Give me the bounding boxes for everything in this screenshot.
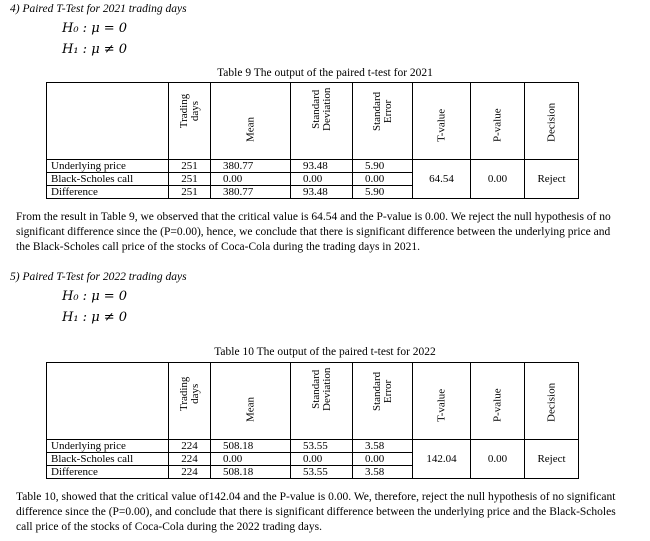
cell-se: 5.90 xyxy=(353,160,413,173)
table-row xyxy=(47,160,579,173)
paragraph-line: Table 10, showed that the critical value of142.04 and the P-value is 0.00. We, therefore, reject the null hypothesis of no significant xyxy=(16,491,616,503)
cell-decision: Reject xyxy=(525,160,579,199)
table-row xyxy=(47,440,579,453)
cell-sd: 93.48 xyxy=(291,160,353,173)
row-label: Black-Scholes call xyxy=(47,173,169,186)
paragraph-2022 xyxy=(16,490,636,535)
cell-mean: 508.18 xyxy=(211,440,291,453)
cell-se: 0.00 xyxy=(353,173,413,186)
paragraph-2021 xyxy=(16,210,636,255)
row-label: Black-Scholes call xyxy=(47,453,169,466)
header-p-value: P-value xyxy=(491,388,503,422)
cell-se: 5.90 xyxy=(353,186,413,199)
header-decision: Decision xyxy=(545,382,557,422)
cell-mean: 0.00 xyxy=(211,453,291,466)
header-std-error: Standard Error xyxy=(370,91,394,131)
cell-t-value: 64.54 xyxy=(413,160,471,199)
cell-sd: 53.55 xyxy=(291,466,353,479)
null-hypothesis-2022: H₀ : μ = 0 xyxy=(62,289,128,304)
cell-se: 3.58 xyxy=(353,466,413,479)
cell-mean: 380.77 xyxy=(211,160,291,173)
cell-decision: Reject xyxy=(525,440,579,479)
cell-sd: 93.48 xyxy=(291,186,353,199)
cell-days: 224 xyxy=(169,453,211,466)
cell-sd: 53.55 xyxy=(291,440,353,453)
cell-sd: 0.00 xyxy=(291,453,353,466)
cell-p-value: 0.00 xyxy=(471,160,525,199)
alt-hypothesis-2022: H₁ : μ ≠ 0 xyxy=(62,310,128,325)
header-std-dev: Standard Deviation xyxy=(309,87,333,131)
paragraph-line: difference since the (P=0.00), and conclude that there is significant difference between the underlying price and the Black-Scholes xyxy=(16,506,616,518)
cell-p-value: 0.00 xyxy=(471,440,525,479)
cell-se: 0.00 xyxy=(353,453,413,466)
table-header-row xyxy=(47,363,579,440)
cell-days: 224 xyxy=(169,466,211,479)
paragraph-line: call price of the stocks of Coca-Cola during the 2022 trading days. xyxy=(16,521,322,533)
table-10-caption: Table 10 The output of the paired t-test for 2022 xyxy=(214,346,436,358)
row-label: Difference xyxy=(47,186,169,199)
header-trading-days: Trading days xyxy=(177,376,201,411)
table-header-row xyxy=(47,83,579,160)
row-label: Underlying price xyxy=(47,440,169,453)
header-mean: Mean xyxy=(244,116,256,142)
table-9 xyxy=(46,82,579,199)
header-t-value: T-value xyxy=(435,108,447,142)
header-std-error: Standard Error xyxy=(370,371,394,411)
section-4-heading: 4) Paired T-Test for 2021 trading days xyxy=(10,3,187,15)
cell-mean: 380.77 xyxy=(211,186,291,199)
header-decision: Decision xyxy=(545,102,557,142)
alt-hypothesis-2021: H₁ : μ ≠ 0 xyxy=(62,42,128,57)
cell-t-value: 142.04 xyxy=(413,440,471,479)
cell-days: 251 xyxy=(169,173,211,186)
cell-days: 251 xyxy=(169,160,211,173)
paragraph-line: significant difference since the (P=0.00), hence, we conclude that there is significant difference between the underlying price and xyxy=(16,226,611,238)
paragraph-line: the Black-Scholes call price of the stocks of Coca-Cola during the trading days in 2021. xyxy=(16,241,420,253)
row-label: Difference xyxy=(47,466,169,479)
section-5-heading: 5) Paired T-Test for 2022 trading days xyxy=(10,271,187,283)
header-t-value: T-value xyxy=(435,388,447,422)
table-9-caption: Table 9 The output of the paired t-test for 2021 xyxy=(217,67,433,79)
header-p-value: P-value xyxy=(491,108,503,142)
cell-mean: 508.18 xyxy=(211,466,291,479)
cell-days: 224 xyxy=(169,440,211,453)
cell-se: 3.58 xyxy=(353,440,413,453)
row-label: Underlying price xyxy=(47,160,169,173)
cell-days: 251 xyxy=(169,186,211,199)
table-10 xyxy=(46,362,579,479)
paragraph-line: From the result in Table 9, we observed that the critical value is 64.54 and the P-value is 0.00. We reject the null hypothesis of no xyxy=(16,211,611,223)
header-std-dev: Standard Deviation xyxy=(309,367,333,411)
header-mean: Mean xyxy=(244,396,256,422)
cell-mean: 0.00 xyxy=(211,173,291,186)
cell-sd: 0.00 xyxy=(291,173,353,186)
null-hypothesis-2021: H₀ : μ = 0 xyxy=(62,21,128,36)
header-trading-days: Trading days xyxy=(177,93,201,129)
